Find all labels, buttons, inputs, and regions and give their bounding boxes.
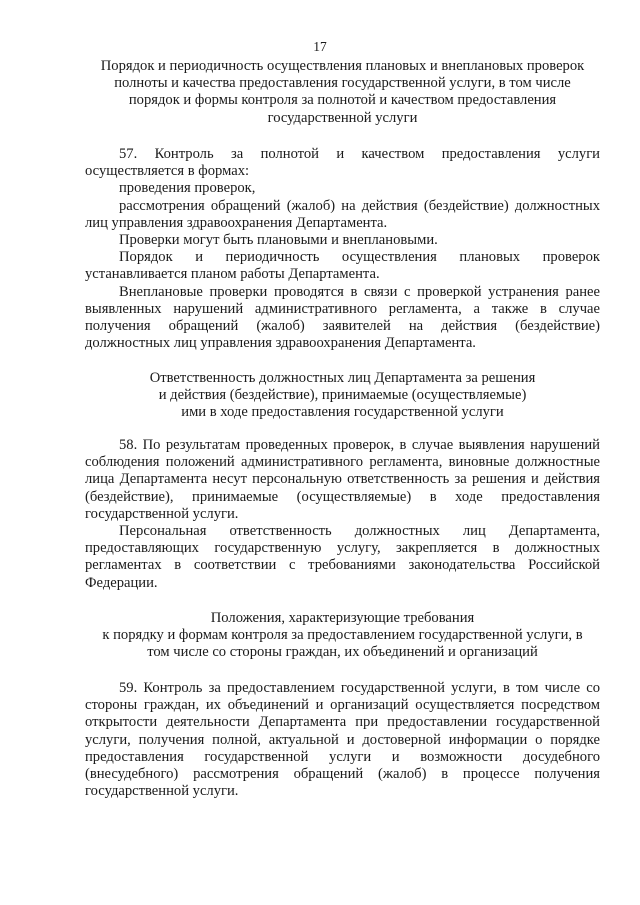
heading-line: полноты и качества предоставления государственной услуги, в том числе <box>114 75 571 92</box>
heading-line: порядок и формы контроля за полнотой и качеством предоставления <box>128 92 557 109</box>
heading-line: Порядок и периодичность осуществления плановых и внеплановых проверок <box>100 58 585 74</box>
paragraph-58: 58. По результатам проведенных проверок, в случае выявления нарушений соблюдения положений административного регламента, виновные должностные лица Департамента несут персональную ответственность за решения и действия (бездействие), принимаемые (осуществляемые) в ходе предоставления государственной услуги. <box>85 437 600 522</box>
paragraph-item: рассмотрения обращений (жалоб) на действия (бездействие) должностных лиц управления здравоохранения Департамента. <box>85 197 600 231</box>
paragraph-item: Порядок и периодичность осуществления плановых проверок устанавливается планом работы Департамента. <box>85 249 600 283</box>
paragraph-item: Внеплановые проверки проводятся в связи с проверкой устранения ранее выявленных нарушений административного регламента, а также в случае получения обращений (жалоб) заявителей на действия (бездействие) должностных лиц управления здравоохранения Департамента. <box>85 283 600 352</box>
section-body-control-requirements <box>85 680 600 800</box>
paragraph-item: проведения проверок, <box>119 180 256 197</box>
paragraph-item: Проверки могут быть плановыми и внеплановыми. <box>119 232 438 249</box>
section-body-inspections <box>85 146 600 352</box>
section-body-responsibility <box>85 437 600 592</box>
heading-line: Ответственность должностных лиц Департамента за решения <box>149 370 536 386</box>
page-number: 17 <box>313 39 327 54</box>
section-heading-responsibility <box>85 370 600 422</box>
heading-line: том числе со стороны граждан, их объединений и организаций <box>147 644 538 661</box>
heading-line: и действия (бездействие), принимаемые (осуществляемые) <box>158 387 527 404</box>
heading-line: государственной услуги <box>267 109 418 126</box>
heading-line: Положения, характеризующие требования <box>210 610 475 626</box>
heading-line: ими в ходе предоставления государственной услуги <box>181 404 504 421</box>
section-heading-control-requirements <box>85 610 600 662</box>
section-heading-inspections <box>85 58 600 127</box>
paragraph-item: Персональная ответственность должностных лиц Департамента, предоставляющих государственную услугу, закрепляется в должностных регламентах в соответствии с требованиями законодательства Российской Федерации. <box>85 523 600 591</box>
paragraph-59: 59. Контроль за предоставлением государственной услуги, в том числе со стороны граждан, их объединений и организаций осуществляется посредством открытости деятельности Департамента при предоставлении государственной услуги, получения полной, актуальной и достоверной информации о порядке предоставления государственной услуги и возможности досудебного (внесудебного) рассмотрения обращений (жалоб) в процессе получения государственной услуги. <box>85 680 600 800</box>
paragraph-57: 57. Контроль за полнотой и качеством предоставления услуги осуществляется в формах: <box>85 146 600 180</box>
heading-line: к порядку и формам контроля за предоставлением государственной услуги, в <box>102 627 583 644</box>
